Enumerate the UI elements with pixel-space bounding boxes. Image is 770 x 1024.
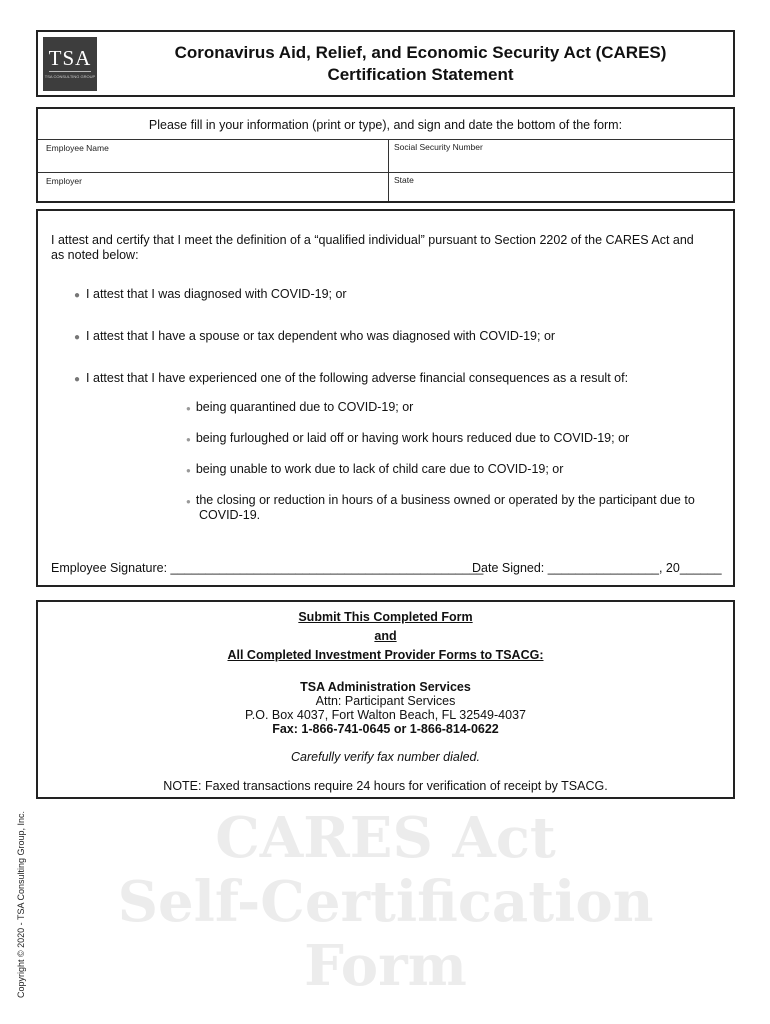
title-line-2: Certification Statement: [327, 65, 514, 84]
logo-divider: [49, 71, 91, 72]
sub-bullet-furloughed-text: being furloughed or laid off or having work hours reduced due to COVID-19; or: [195, 431, 630, 445]
employee-signature-field[interactable]: Employee Signature: _____________________________________________: [51, 561, 484, 575]
submit-attn: Attn: Participant Services: [315, 694, 456, 708]
employee-name-field[interactable]: Employee Name: [46, 143, 109, 153]
sub-bullet-business-text-cont: COVID-19.: [199, 508, 261, 522]
sub-bullet-dot-icon: ●: [186, 466, 191, 475]
attest-intro-line-1: I attest and certify that I meet the definition of a “qualified individual” pursuant to Section 2202 of the CARES Act and: [51, 233, 694, 247]
logo-subtext: TSA CONSULTING GROUP: [44, 74, 96, 79]
bullet-spouse-text: I attest that I have a spouse or tax dependent who was diagnosed with COVID-19; or: [86, 329, 556, 343]
form-title: [108, 42, 733, 86]
info-divider-vertical: [388, 139, 389, 201]
watermark-line-2: Self-Certification: [117, 869, 654, 935]
submit-verify-note: Carefully verify fax number dialed.: [291, 750, 480, 764]
sub-bullet-dot-icon: ●: [186, 404, 191, 413]
employer-field[interactable]: Employer: [46, 176, 82, 186]
info-divider-top: [38, 139, 733, 140]
submit-org: TSA Administration Services: [300, 680, 471, 694]
attestation-section: [36, 209, 735, 587]
sub-bullet-dot-icon: ●: [186, 435, 191, 444]
sub-bullet-childcare-text: being unable to work due to lack of child care due to COVID-19; or: [195, 462, 564, 476]
bullet-diagnosed-text: I attest that I was diagnosed with COVID-19; or: [86, 287, 347, 301]
bullet-spouse: [74, 329, 555, 345]
copyright-notice: Copyright © 2020 - TSA Consulting Group, Inc.: [16, 810, 26, 998]
submit-heading-1: Submit This Completed Form: [298, 610, 473, 624]
info-instruction: Please fill in your information (print or type), and sign and date the bottom of the form:: [148, 118, 623, 132]
title-line-1: Coronavirus Aid, Relief, and Economic Security Act (CARES): [174, 43, 667, 62]
attest-intro-line-2: as noted below:: [51, 248, 139, 262]
tsa-logo: [43, 37, 97, 91]
sub-bullet-dot-icon: ●: [186, 497, 191, 506]
date-signed-field[interactable]: Date Signed: ________________, 20______: [472, 561, 722, 575]
watermark: [36, 806, 735, 998]
submit-heading-2: and: [374, 629, 397, 643]
sub-bullet-business: [186, 493, 695, 509]
form-header: [36, 30, 735, 97]
ssn-field[interactable]: Social Security Number: [394, 142, 483, 152]
sub-bullet-quarantined-text: being quarantined due to COVID-19; or: [195, 400, 414, 414]
sub-bullet-furloughed: [186, 431, 629, 447]
state-field[interactable]: State: [394, 175, 414, 185]
bullet-dot-icon: ●: [74, 374, 81, 385]
submit-address: P.O. Box 4037, Fort Walton Beach, FL 32549-4037: [245, 708, 526, 722]
logo-text: TSA: [48, 46, 92, 70]
submit-fax-note: NOTE: Faxed transactions require 24 hours for verification of receipt by TSACG.: [163, 779, 608, 793]
bullet-financial-text: I attest that I have experienced one of the following adverse financial consequences as a result of:: [86, 371, 629, 385]
sub-bullet-business-text: the closing or reduction in hours of a business owned or operated by the participant due to: [195, 493, 695, 507]
submit-heading-3: All Completed Investment Provider Forms to TSACG:: [227, 648, 544, 662]
bullet-dot-icon: ●: [74, 332, 81, 343]
bullet-financial: [74, 371, 628, 387]
info-divider-middle: [38, 172, 733, 173]
watermark-line-3: Form: [304, 933, 467, 999]
submit-fax: Fax: 1-866-741-0645 or 1-866-814-0622: [272, 722, 499, 736]
sub-bullet-childcare: [186, 462, 563, 478]
bullet-dot-icon: ●: [74, 290, 81, 301]
sub-bullet-quarantined: [186, 400, 413, 416]
submission-section: [36, 600, 735, 799]
watermark-line-1: CARES Act: [215, 805, 556, 871]
bullet-diagnosed: [74, 287, 347, 303]
employee-info-section: [36, 107, 735, 203]
